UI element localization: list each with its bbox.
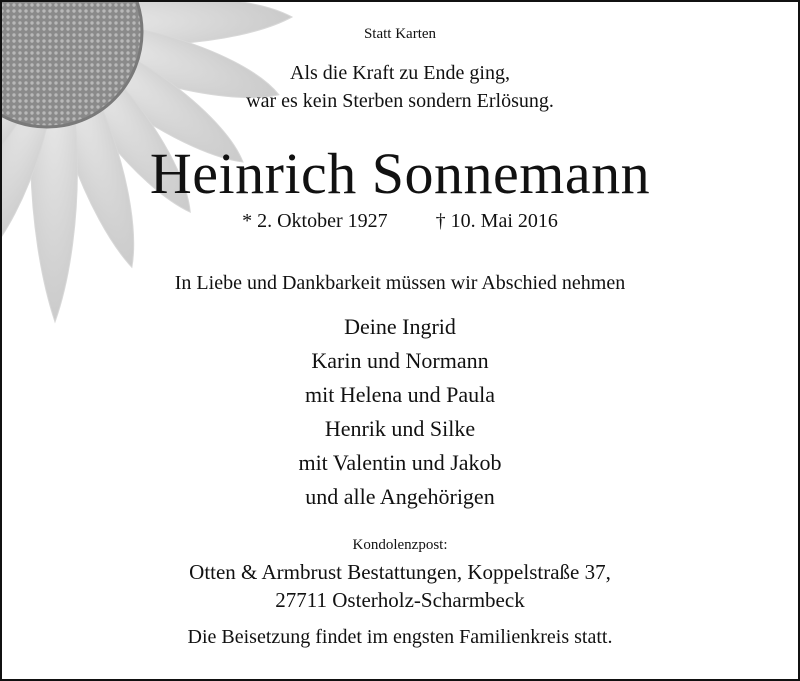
farewell-intro: In Liebe und Dankbarkeit müssen wir Abschied nehmen xyxy=(174,272,626,294)
family-member: Henrik und Silke xyxy=(324,416,476,441)
funeral-note: Die Beisetzung findet im engsten Familienkreis statt. xyxy=(187,626,613,648)
life-dates xyxy=(2,210,798,233)
family-member: und alle Angehörigen xyxy=(305,484,495,509)
family-member: Karin und Normann xyxy=(311,348,489,373)
condolence-address: 27711 Osterholz-Scharmbeck xyxy=(275,588,525,612)
verse-line: war es kein Sterben sondern Erlösung. xyxy=(246,90,554,112)
family-member: Deine Ingrid xyxy=(344,314,456,339)
condolence-address: Otten & Armbrust Bestattungen, Koppelstraße 37, xyxy=(189,560,611,584)
header-note: Statt Karten xyxy=(363,26,437,42)
death-date: † 10. Mai 2016 xyxy=(435,210,558,232)
family-member: mit Valentin und Jakob xyxy=(298,450,502,475)
verse-line: Als die Kraft zu Ende ging, xyxy=(290,62,510,84)
birth-date: * 2. Oktober 1927 xyxy=(242,210,388,232)
deceased-name: Heinrich Sonnemann xyxy=(149,141,651,206)
family-member: mit Helena und Paula xyxy=(304,382,495,407)
condolence-label: Kondolenzpost: xyxy=(352,537,448,553)
